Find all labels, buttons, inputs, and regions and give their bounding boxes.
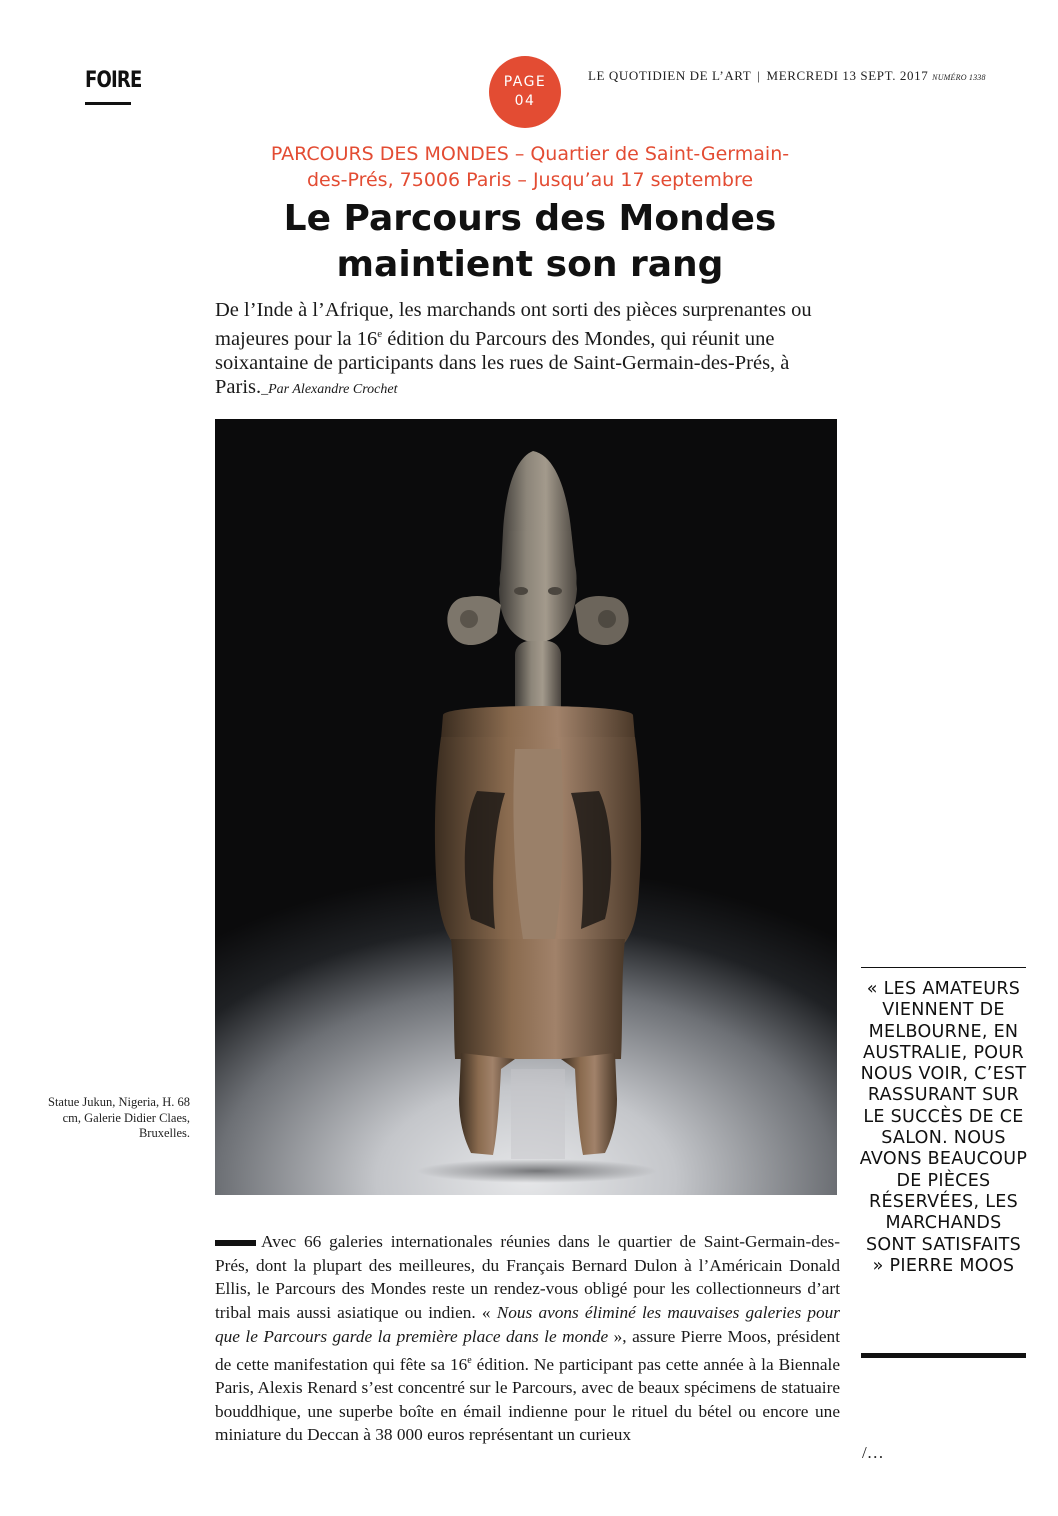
- page-badge-number: 04: [514, 93, 536, 109]
- body-text-a: Avec 66 galeries internationales réunies dans le quartier de Saint-Germain-des-Prés, dont la plupart des meilleures, du Français Bernard Dulon à l’Américain Donald Ellis, le Parcours des Mondes reste un rendez-vous obligé pour les collectionneurs d’art tribal mais aussi asiatique ou indien. «: [215, 1232, 840, 1323]
- body-text-b: », assure Pierre Moos, président de cette manifestation qui fête sa 16: [215, 1326, 840, 1374]
- body-text-c: édition. Ne participant pas cette année à la Biennale Paris, Alexis Renard s’est concentré sur le Parcours, avec de beaux spécimens de statuaire bouddhique, une superbe boîte en émail indienne pour le rituel du bétel ou encore une miniature du Deccan à 38 000 euros représentant un curieux: [215, 1354, 841, 1445]
- headline-line-2: maintient son rang: [336, 244, 724, 285]
- body-superscript: e: [467, 1354, 472, 1366]
- issue-date: MERCREDI 13 SEPT. 2017: [766, 68, 929, 83]
- statue-photo: [215, 419, 837, 1195]
- photo-caption: Statue Jukun, Nigeria, H. 68 cm, Galerie Didier Claes, Bruxelles.: [48, 1095, 190, 1140]
- page-number-badge: [489, 56, 561, 128]
- masthead-separator: |: [757, 68, 761, 83]
- pull-quote-top-rule: [861, 967, 1026, 968]
- publication-name: LE QUOTIDIEN DE L’ART: [588, 68, 752, 83]
- article-body: [215, 1230, 840, 1447]
- page-badge-label: PAGE: [503, 74, 547, 90]
- section-underline: [85, 102, 131, 105]
- kicker-line-1: PARCOURS DES MONDES – Quartier de Saint-Germain-: [270, 143, 790, 165]
- continued-marker: /…: [862, 1443, 884, 1462]
- article-headline: [180, 196, 880, 288]
- standfirst-text-a: De l’Inde à l’Afrique, les marchands ont sorti des pièces surprenantes ou majeures pour la 16: [215, 299, 812, 350]
- masthead-line: [588, 68, 986, 84]
- standfirst-text-b: édition du Parcours des Mondes, qui réunit une soixantaine de participants dans les rues de Saint-Germain-des-Prés, à Paris.: [215, 327, 790, 398]
- standfirst-superscript: e: [377, 328, 383, 340]
- section-label: FOIRE: [85, 68, 142, 93]
- article-byline: _Par Alexandre Crochet: [261, 381, 398, 397]
- jukun-statue-image: [215, 419, 837, 1195]
- headline-line-1: Le Parcours des Mondes: [283, 198, 777, 239]
- article-standfirst: [215, 298, 840, 402]
- kicker-line-2: des-Prés, 75006 Paris – Jusqu’au 17 septembre: [306, 169, 754, 191]
- issue-number: NUMÉRO 1338: [932, 73, 986, 82]
- article-kicker: [200, 141, 860, 193]
- body-quote: Nous avons éliminé les mauvaises galeries pour que le Parcours garde la première place dans le monde: [215, 1303, 840, 1346]
- pull-quote-bottom-rule: [861, 1353, 1026, 1358]
- pull-quote: « LES AMATEURS VIENNENT DE MELBOURNE, EN AUSTRALIE, POUR NOUS VOIR, C’EST RASSURANT SUR LE SUCCÈS DE CE SALON. NOUS AVONS BEAUCOUP DE PIÈCES RÉSERVÉES, LES MARCHANDS SONT SATISFAITS » PIERRE MOOS: [859, 979, 1028, 1276]
